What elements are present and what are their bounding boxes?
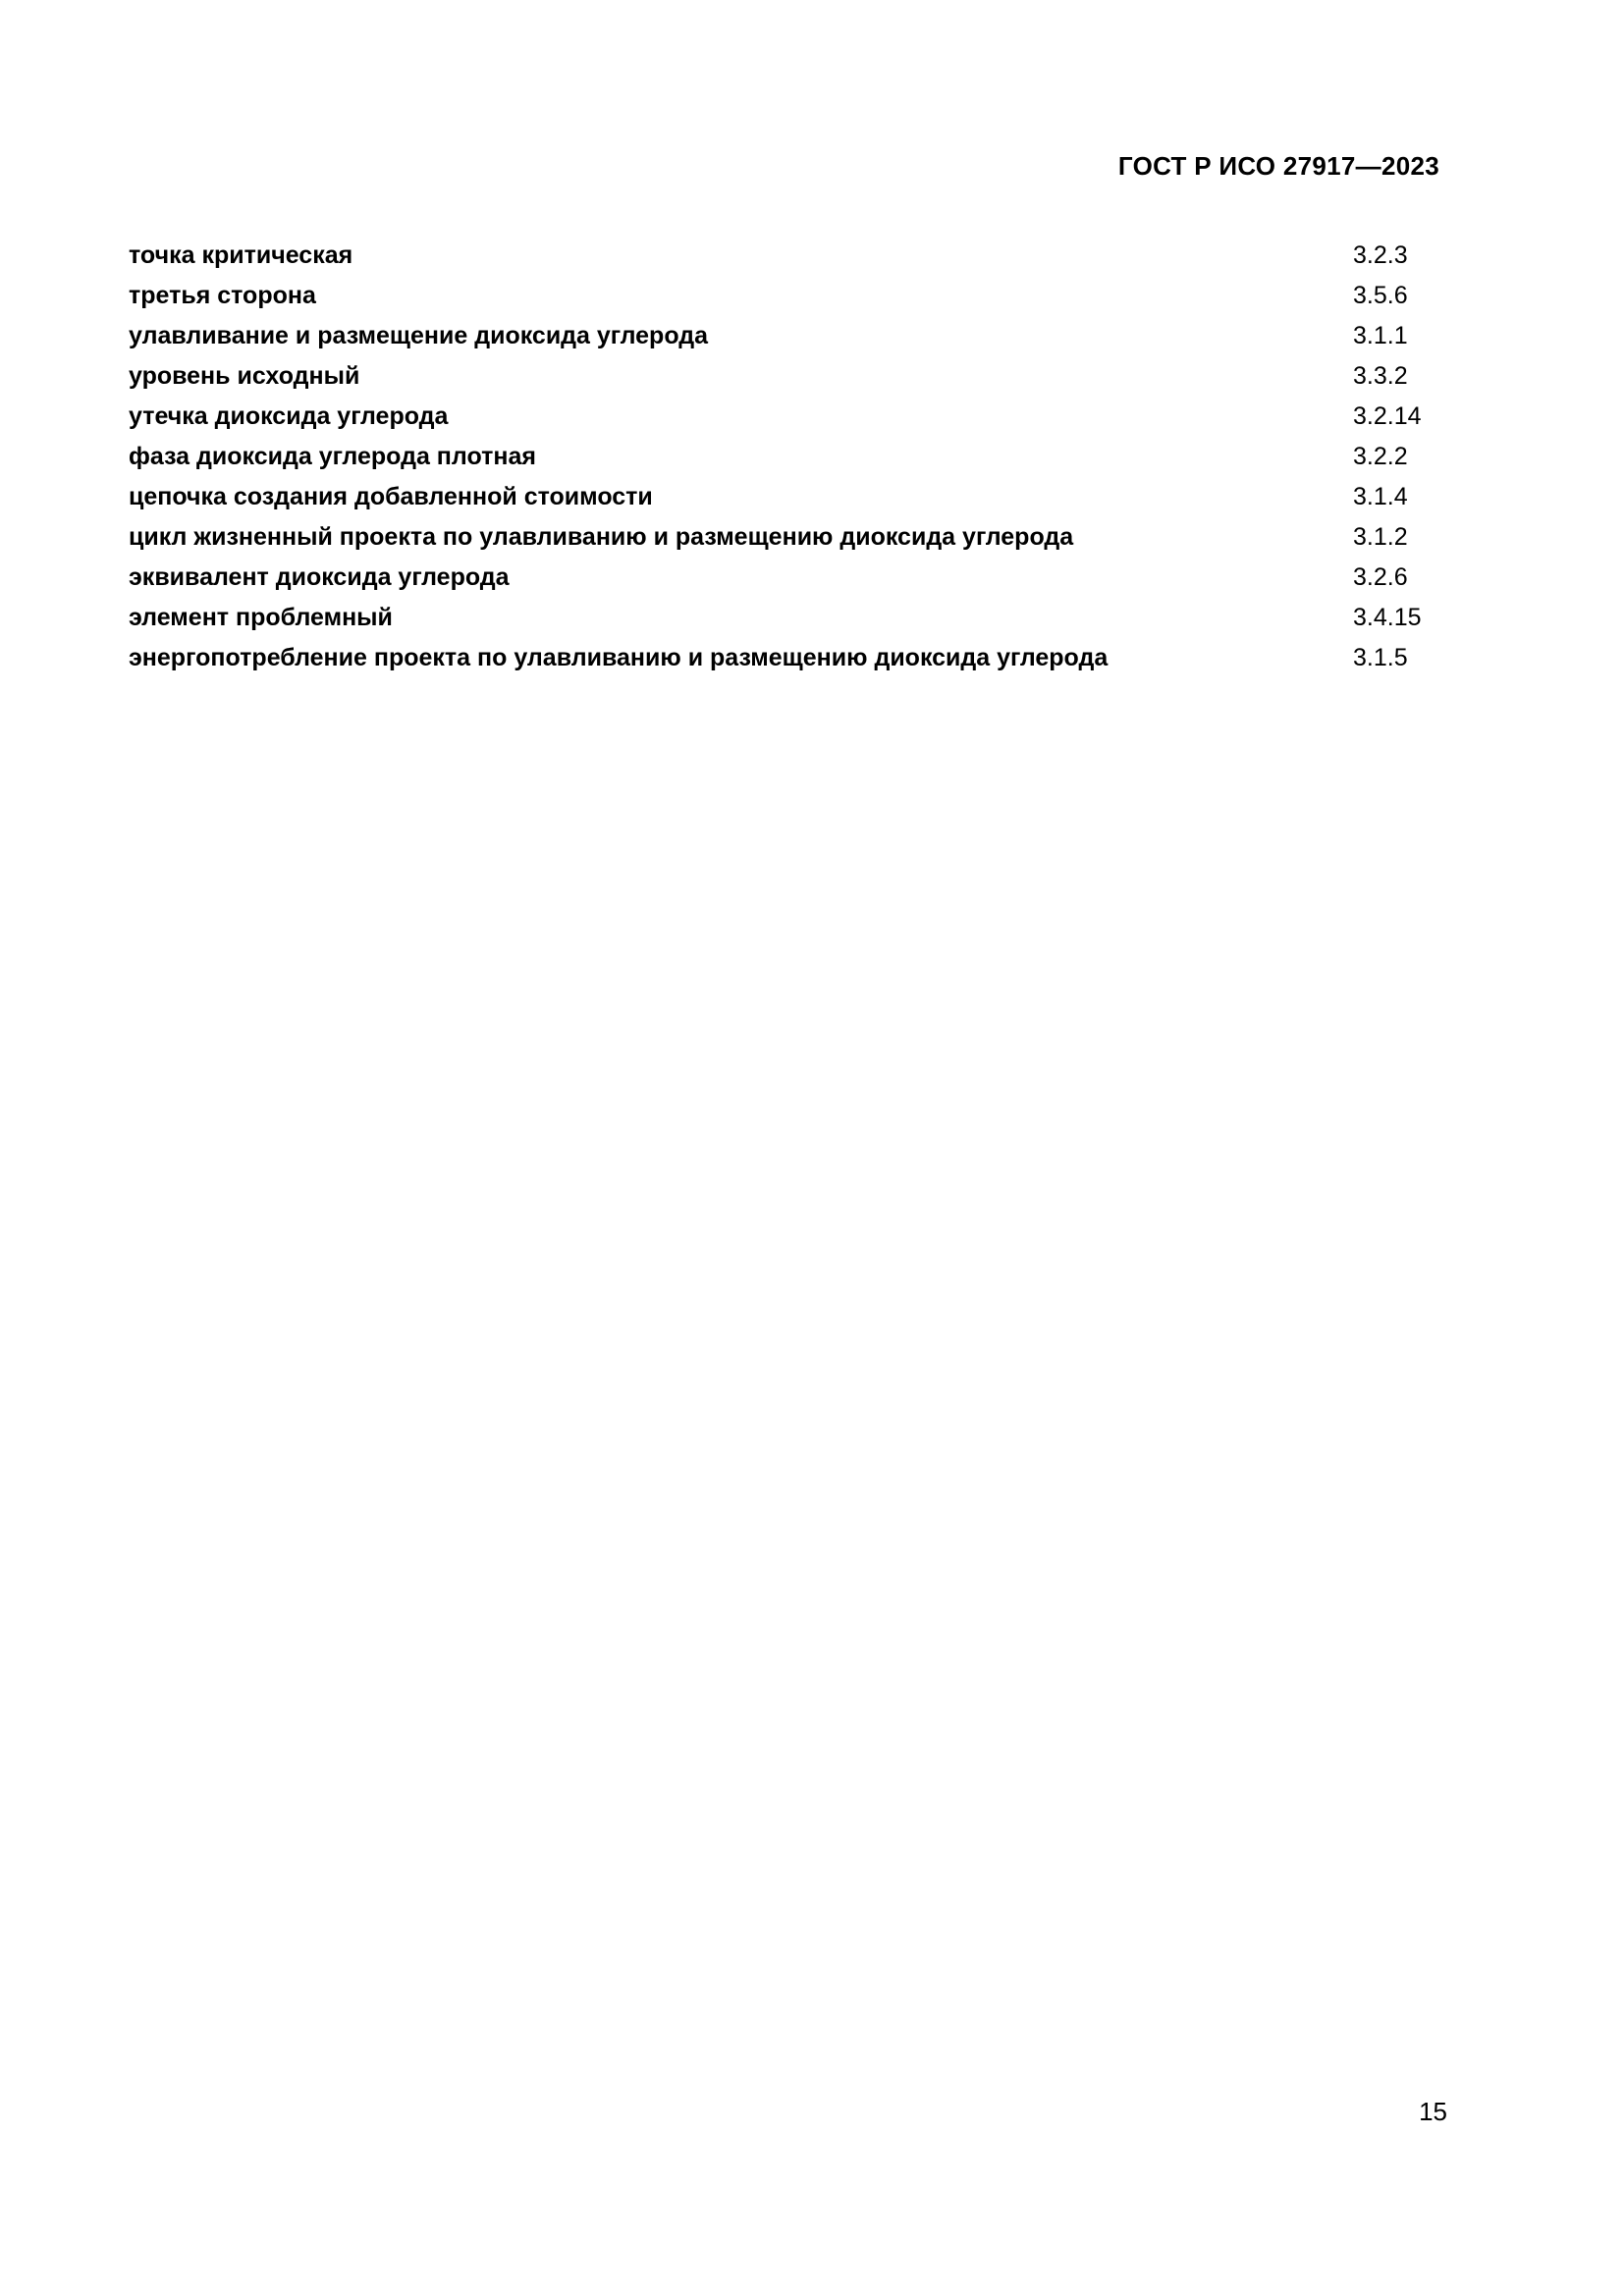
index-reference: 3.1.4 xyxy=(1353,483,1408,510)
index-term: улавливание и размещение диоксида углерода xyxy=(129,322,709,349)
index-entry xyxy=(129,316,1444,356)
index-entry xyxy=(129,276,1444,316)
index-term: третья сторона xyxy=(129,282,316,309)
index-term: уровень исходный xyxy=(129,362,360,390)
index-reference: 3.1.2 xyxy=(1353,523,1408,551)
index-entry xyxy=(129,517,1444,558)
index-reference: 3.2.14 xyxy=(1353,402,1422,430)
index-entry xyxy=(129,437,1444,477)
index-term: точка критическая xyxy=(129,241,353,269)
index-term: утечка диоксида углерода xyxy=(129,402,449,430)
index-entry xyxy=(129,638,1444,678)
index-reference: 3.5.6 xyxy=(1353,282,1408,309)
index-entry xyxy=(129,356,1444,397)
index-entry xyxy=(129,598,1444,638)
index-reference: 3.3.2 xyxy=(1353,362,1408,390)
index-reference: 3.4.15 xyxy=(1353,604,1422,631)
running-header-standard-code: ГОСТ Р ИСО 27917—2023 xyxy=(1117,151,1439,181)
index-reference: 3.2.2 xyxy=(1353,443,1408,470)
index-reference: 3.2.3 xyxy=(1353,241,1408,269)
index-entry xyxy=(129,397,1444,437)
index-term: фаза диоксида углерода плотная xyxy=(129,443,536,470)
index-entry xyxy=(129,236,1444,276)
index-term: цикл жизненный проекта по улавливанию и размещению диоксида углерода xyxy=(129,523,1074,551)
index-term: элемент проблемный xyxy=(129,604,393,631)
index-term: цепочка создания добавленной стоимости xyxy=(129,483,653,510)
index-term: эквивалент диоксида углерода xyxy=(129,563,510,591)
index-entry xyxy=(129,558,1444,598)
page-number: 15 xyxy=(1419,2097,1447,2126)
index-reference: 3.1.1 xyxy=(1353,322,1408,349)
index-reference: 3.2.6 xyxy=(1353,563,1408,591)
alphabetical-index xyxy=(129,236,1444,678)
index-entry xyxy=(129,477,1444,517)
index-reference: 3.1.5 xyxy=(1353,644,1408,671)
index-term: энергопотребление проекта по улавливанию и размещению диоксида углерода xyxy=(129,644,1109,671)
